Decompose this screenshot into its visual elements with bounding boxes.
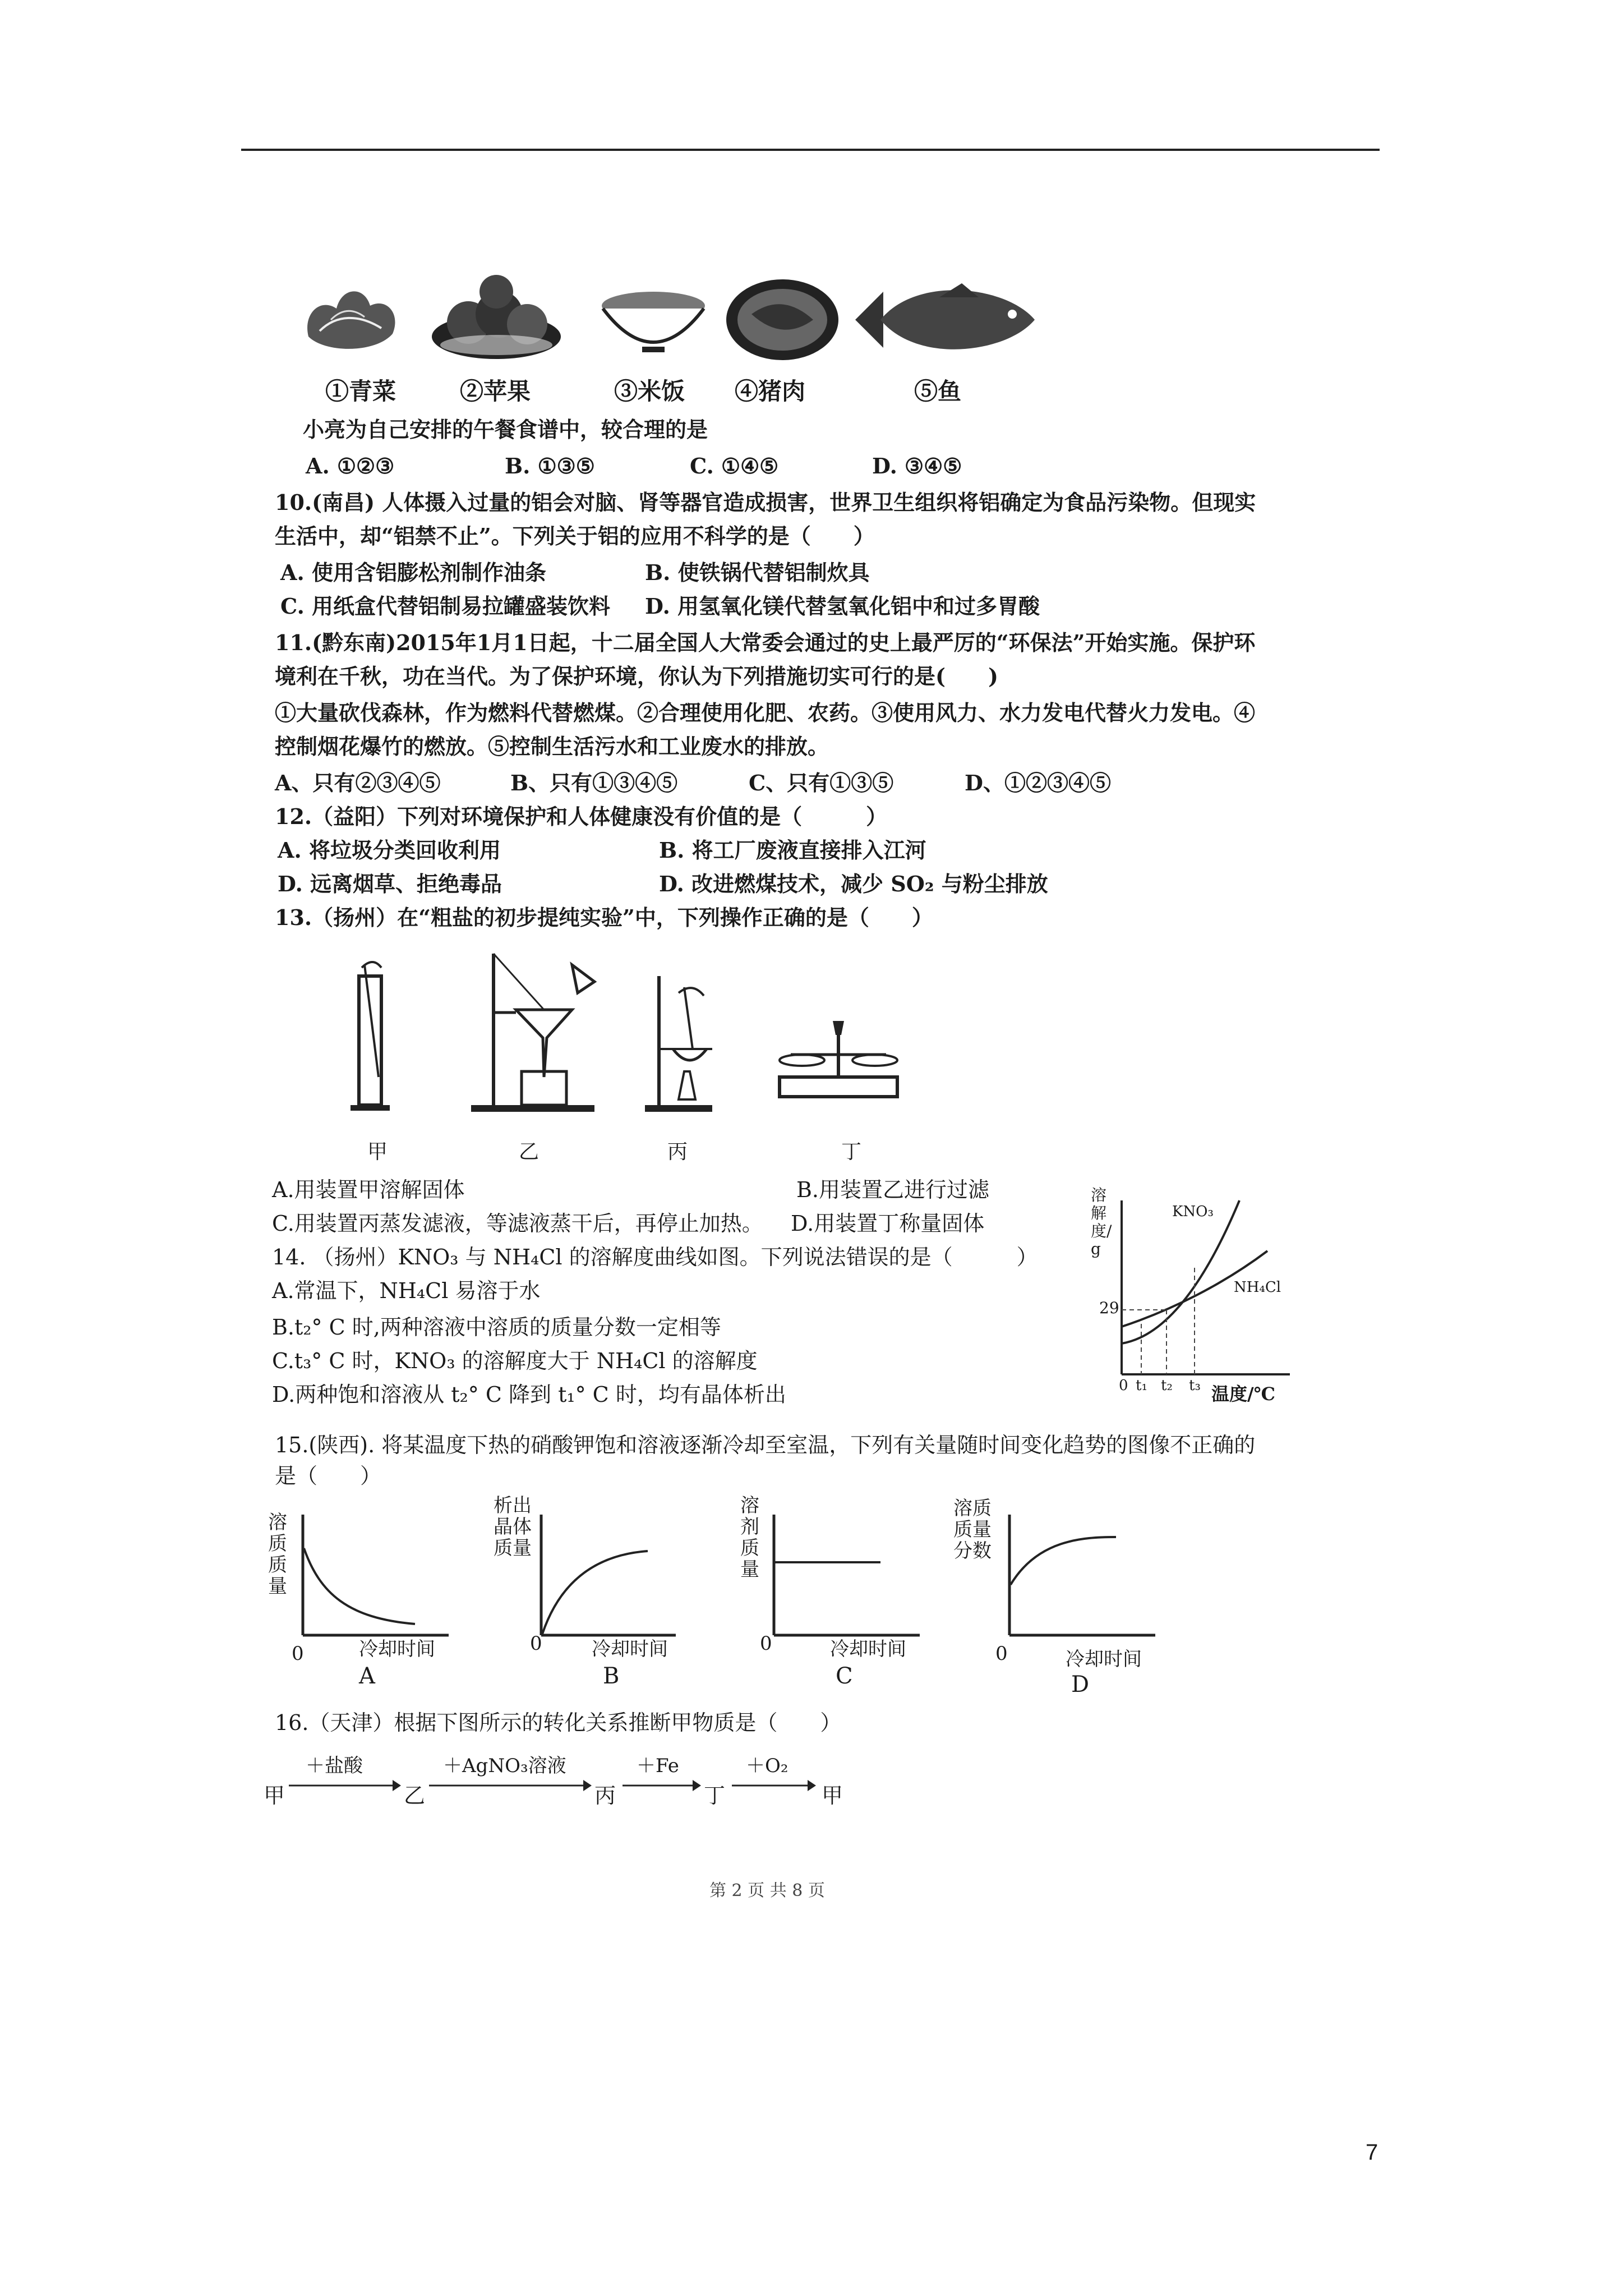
q11-line-2: 境利在千秋，功在当代。为了保护环境，你认为下列措施切实可行的是( ): [275, 664, 998, 689]
q9-option-c: C. ①④⑤: [690, 453, 779, 478]
food-label-1: ①青菜: [325, 378, 396, 405]
chain-reagent-4: ＋O₂: [746, 1755, 789, 1777]
apparatus-ding-image: [768, 1004, 909, 1105]
graph-b-xlabel: 冷却时间: [592, 1638, 668, 1660]
q12-option-b: B. 将工厂废液直接排入江河: [659, 838, 926, 863]
graph-c-origin: 0: [760, 1632, 772, 1655]
q14-option-a: A.常温下，NH₄Cl 易溶于水: [272, 1278, 541, 1303]
arrow-icon: [623, 1777, 701, 1794]
q14-option-d: D.两种饱和溶液从 t₂° C 降到 t₁° C 时，均有晶体析出: [272, 1382, 786, 1407]
solubility-x-tick-0: 0: [1119, 1377, 1128, 1394]
q11-option-b: B、只有①③④⑤: [510, 770, 678, 795]
conversion-chain: [264, 1750, 880, 1812]
q15-line-1: 15.(陕西). 将某温度下热的硝酸钾饱和溶液逐渐冷却至室温，下列有关量随时间变化趋势的图像不正确的: [275, 1433, 1256, 1457]
solubility-y-label: 溶解度/g: [1091, 1186, 1112, 1258]
q11-line-3: ①大量砍伐森林，作为燃料代替燃煤。②合理使用化肥、农药。③使用风力、水力发电代替火力发电。④: [275, 700, 1256, 725]
q12-option-a: A. 将垃圾分类回收利用: [278, 838, 501, 863]
graph-d-xlabel: 冷却时间: [1066, 1648, 1142, 1671]
q11-option-d: D、①②③④⑤: [965, 770, 1111, 795]
solubility-series-nh4cl: NH₄Cl: [1234, 1279, 1281, 1296]
q10-line-1: 10.(南昌) 人体摄入过量的铝会对脑、肾等器官造成损害，世界卫生组织将铝确定为食品污染物。但现实: [275, 490, 1256, 515]
graph-c: [768, 1509, 925, 1649]
q12-stem: 12.（益阳）下列对环境保护和人体健康没有价值的是（ ）: [275, 804, 888, 829]
graph-d-origin: 0: [995, 1642, 1008, 1665]
q10-option-b: B. 使铁锅代替铝制炊具: [645, 560, 870, 585]
q10-option-a: A. 使用含铝膨松剂制作油条: [280, 560, 546, 585]
solubility-x-tick-2: t₂: [1161, 1377, 1173, 1394]
scan-page-footer: 第 2 页 共 8 页: [709, 1881, 825, 1901]
graph-d: [1004, 1509, 1161, 1649]
vegetable-image: [297, 275, 404, 359]
rice-bowl-image: [597, 280, 709, 359]
q11-option-a: A、只有②③④⑤: [275, 770, 441, 795]
q10-option-c: C. 用纸盒代替铝制易拉罐盛装饮料: [280, 593, 611, 619]
q13-option-c: C.用装置丙蒸发滤液，等滤液蒸干后，再停止加热。: [272, 1211, 763, 1236]
arrow-icon: [732, 1777, 816, 1794]
page-number: 7: [1366, 2140, 1378, 2165]
q15-line-2: 是（ ）: [275, 1464, 382, 1488]
graph-d-ylabel: 溶质质量分数: [953, 1497, 992, 1562]
chain-reagent-2: ＋AgNO₃溶液: [443, 1755, 566, 1777]
apparatus-yi-image: [460, 942, 606, 1122]
kno3-curve: [1122, 1200, 1239, 1343]
chain-reagent-3: ＋Fe: [637, 1755, 679, 1777]
q10-line-2: 生活中，却“铝禁不止”。下列关于铝的应用不科学的是（ ）: [275, 523, 875, 549]
arrow-icon: [429, 1777, 592, 1794]
apparatus-label-bing: 丙: [667, 1140, 688, 1163]
arrow-icon: [289, 1777, 401, 1794]
graph-b-letter: B: [603, 1663, 620, 1689]
graph-a: [297, 1509, 454, 1649]
q11-option-c: C、只有①③⑤: [749, 770, 894, 795]
food-label-5: ⑤鱼: [914, 378, 962, 405]
pork-image: [723, 275, 841, 365]
q11-line-4: 控制烟花爆竹的燃放。⑤控制生活污水和工业废水的排放。: [275, 734, 829, 759]
q16-stem: 16.（天津）根据下图所示的转化关系推断甲物质是（ ）: [275, 1710, 842, 1735]
graph-c-letter: C: [836, 1663, 853, 1689]
graph-b: [536, 1509, 681, 1649]
q11-line-1: 11.(黔东南)2015年1月1日起，十二届全国人大常委会通过的史上最严厉的“环保法”开始实施。保护环: [275, 630, 1256, 655]
q9-stem: 小亮为自己安排的午餐食谱中，较合理的是: [303, 417, 708, 442]
q14-option-c: C.t₃° C 时，KNO₃ 的溶解度大于 NH₄Cl 的溶解度: [272, 1349, 758, 1373]
graph-a-xlabel: 冷却时间: [359, 1638, 435, 1660]
graph-c-ylabel: 溶剂质量: [740, 1494, 759, 1581]
apparatus-label-ding: 丁: [841, 1140, 862, 1163]
q13-option-b: B.用装置乙进行过滤: [796, 1177, 990, 1202]
apparatus-bing-image: [639, 970, 729, 1122]
graph-a-letter: A: [359, 1663, 375, 1689]
header-rule: [241, 149, 1380, 151]
graph-b-origin: 0: [530, 1632, 542, 1655]
solubility-x-tick-3: t₃: [1189, 1377, 1201, 1394]
solubility-x-tick-1: t₁: [1136, 1377, 1147, 1394]
graph-a-ylabel: 溶质质量: [268, 1511, 287, 1598]
chain-node-4: 丁: [704, 1783, 726, 1808]
solubility-y-tick: 29: [1099, 1299, 1119, 1317]
chain-node-1: 甲: [264, 1783, 285, 1808]
q14-stem: 14. （扬州）KNO₃ 与 NH₄Cl 的溶解度曲线如图。下列说法错误的是（ ）: [272, 1245, 1038, 1269]
q13-stem: 13.（扬州）在“粗盐的初步提纯实验”中，下列操作正确的是（ ）: [275, 905, 933, 930]
apparatus-label-yi: 乙: [519, 1140, 540, 1163]
chain-reagent-1: ＋盐酸: [306, 1755, 363, 1777]
fish-image: [850, 280, 1040, 359]
q9-option-d: D. ③④⑤: [872, 453, 962, 478]
graph-c-xlabel: 冷却时间: [830, 1638, 906, 1660]
solubility-x-label: 温度/℃: [1211, 1383, 1276, 1405]
chain-node-5: 甲: [822, 1783, 843, 1808]
q10-option-d: D. 用氢氧化镁代替氢氧化铝中和过多胃酸: [645, 593, 1040, 619]
solubility-series-kno3: KNO₃: [1172, 1203, 1214, 1220]
food-label-4: ④猪肉: [735, 378, 806, 405]
q9-option-b: B. ①③⑤: [505, 453, 595, 478]
apples-image: [429, 269, 564, 365]
q12-option-c: D. 远离烟草、拒绝毒品: [278, 871, 502, 896]
q12-option-d: D. 改进燃煤技术，减少 SO₂ 与粉尘排放: [659, 871, 1048, 896]
apparatus-jia-image: [336, 954, 415, 1122]
apparatus-label-jia: 甲: [367, 1140, 388, 1163]
graph-d-letter: D: [1071, 1672, 1090, 1697]
chain-node-2: 乙: [404, 1783, 426, 1808]
graph-a-origin: 0: [292, 1642, 304, 1665]
food-label-2: ②苹果: [460, 378, 531, 405]
food-label-3: ③米饭: [614, 378, 685, 405]
chain-node-3: 丙: [594, 1783, 616, 1808]
q9-option-a: A. ①②③: [306, 453, 395, 478]
q14-option-b: B.t₂° C 时,两种溶液中溶质的质量分数一定相等: [272, 1315, 721, 1340]
q13-option-d: D.用装置丁称量固体: [791, 1211, 985, 1236]
q13-option-a: A.用装置甲溶解固体: [272, 1177, 465, 1202]
graph-b-ylabel: 析出晶体质量: [494, 1494, 532, 1559]
